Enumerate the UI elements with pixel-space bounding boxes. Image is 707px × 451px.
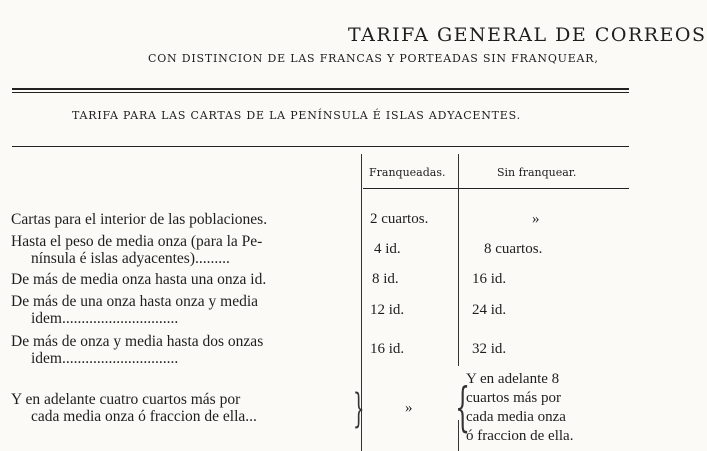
page-subtitle: CON DISTINCION DE LAS FRANCAS Y PORTEADAS SIN FRANQUEAR,: [148, 52, 599, 65]
table-cell-franqueadas: 16 id.: [370, 341, 405, 357]
column-header-franqueadas: Franqueadas.: [369, 166, 446, 179]
table-cell-sin-franquear: Y en adelante 8 cuartos más por cada media onza ó fraccion de ella.: [466, 371, 574, 444]
header-rule-thin: [12, 92, 629, 93]
table-cell-sin-franquear: 8 cuartos.: [484, 241, 543, 257]
column-header-rule: [363, 188, 629, 189]
table-cell-sin-franquear: »: [532, 211, 540, 227]
table-cell-franqueadas: 2 cuartos.: [370, 211, 429, 227]
page-title: TARIFA GENERAL DE CORREOS: [348, 24, 707, 46]
table-cell-sin-franquear: 16 id.: [472, 271, 507, 287]
brace-left: }: [352, 386, 365, 432]
table-cell-sin-franquear: 32 id.: [472, 341, 507, 357]
table-row-description: De más de onza y media hasta dos onzas idem..............................: [11, 333, 264, 367]
column-header-sin-franquear: Sin franquear.: [497, 166, 577, 179]
table-cell-franqueadas: 8 id.: [372, 271, 399, 287]
table-row-description: Cartas para el interior de las poblaciones.: [11, 211, 268, 228]
table-cell-franqueadas: 4 id.: [374, 241, 401, 257]
table-cell-franqueadas: »: [405, 400, 413, 416]
table-row-description: Y en adelante cuatro cuartos más por cada media onza ó fraccion de ella...: [11, 391, 257, 425]
section-rule: [12, 146, 629, 147]
table-cell-sin-franquear: 24 id.: [472, 302, 507, 318]
table-row-description: De más de media onza hasta una onza id.: [11, 271, 267, 288]
table-row-description: Hasta el peso de media onza (para la Pe- nínsula é islas adyacentes).........: [11, 233, 263, 267]
header-rule-thick: [12, 88, 629, 90]
section-title: TARIFA PARA LAS CARTAS DE LA PENÍNSULA É ISLAS ADYACENTES.: [72, 109, 521, 122]
table-cell-franqueadas: 12 id.: [370, 302, 405, 318]
column-divider-right: [458, 154, 459, 366]
table-row-description: De más de una onza hasta onza y media idem..............................: [11, 293, 259, 327]
brace-right: {: [455, 378, 470, 438]
